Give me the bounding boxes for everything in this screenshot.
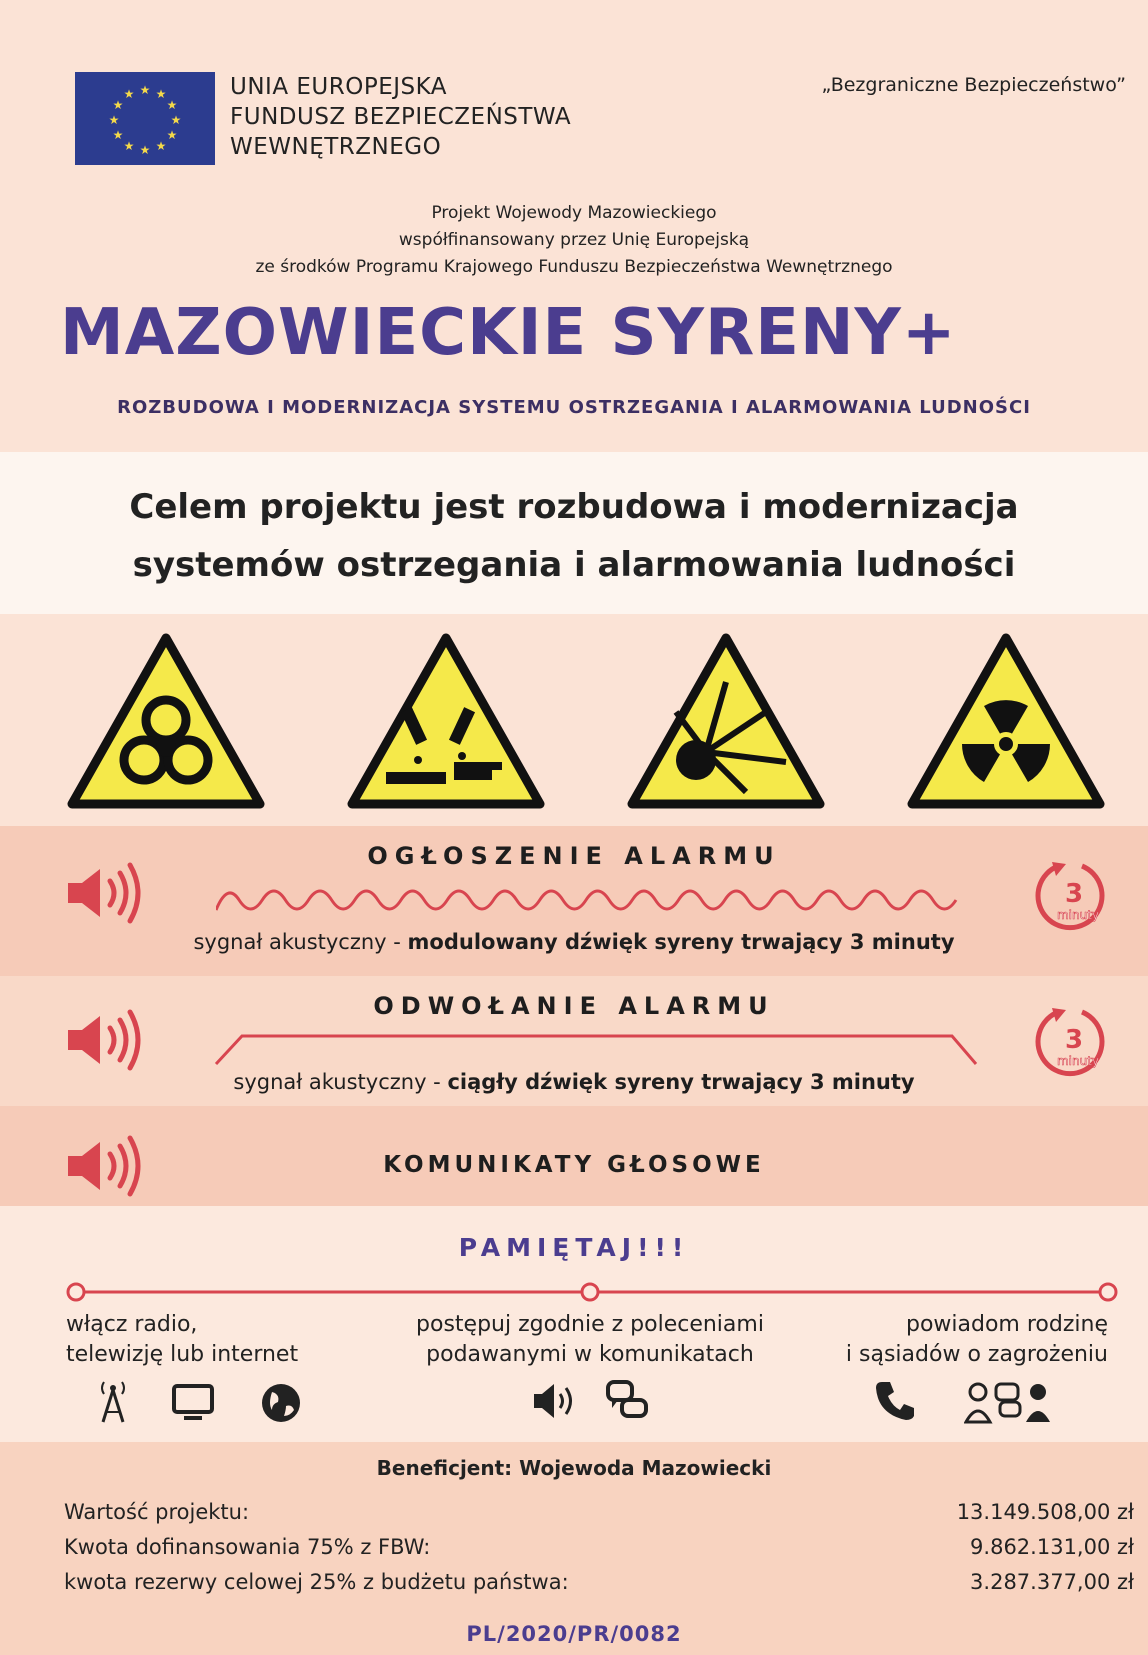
signal-prefix: sygnał akustyczny -: [233, 1070, 448, 1094]
announce-description: [0, 930, 1148, 954]
tip-notify-line-1: powiadom rodzinę: [906, 1312, 1108, 1337]
eu-fund-name: [230, 72, 571, 162]
finance-row: [64, 1570, 1134, 1594]
continuous-tone-line: [212, 1030, 982, 1070]
remember-timeline: [64, 1280, 1120, 1304]
radio-tower-icon: [90, 1378, 136, 1424]
eu-flag-logo: [75, 72, 215, 165]
project-line-1: Projekt Wojewody Mazowieckiego: [431, 203, 717, 223]
chat-icon: [604, 1378, 650, 1424]
svg-text:★: ★: [139, 143, 151, 157]
plus-sign: +: [901, 296, 957, 370]
svg-text:★: ★: [155, 139, 167, 153]
finance-label: Kwota dofinansowania 75% z FBW:: [64, 1535, 431, 1559]
project-line-3: ze środków Programu Krajowego Funduszu Bezpieczeństwa Wewnętrznego: [255, 257, 893, 277]
signal-desc: ciągły dźwięk syreny trwający 3 minuty: [447, 1070, 915, 1094]
signal-prefix: sygnał akustyczny -: [193, 930, 408, 954]
svg-text:★: ★: [112, 98, 124, 112]
tip-follow-line-1: postępuj zgodnie z poleceniami: [416, 1312, 764, 1337]
speaker-icon: [64, 853, 144, 933]
svg-text:★: ★: [123, 139, 135, 153]
tip-media-line-2: telewizję lub internet: [66, 1342, 299, 1367]
announce-alarm-title: OGŁOSZENIE ALARMU: [367, 842, 781, 870]
motto: „Bezgraniczne Bezpieczeństwo”: [821, 74, 1126, 96]
timer-3-minutes-icon: [1030, 856, 1110, 936]
svg-text:★: ★: [139, 83, 151, 97]
goal-line-2: systemów ostrzegania i alarmowania ludności: [132, 545, 1016, 585]
tv-icon: [170, 1380, 216, 1426]
signal-desc: modulowany dźwięk syreny trwający 3 minuty: [407, 930, 955, 954]
project-line-2: współfinansowany przez Unię Europejską: [398, 230, 750, 250]
finance-row: [64, 1535, 1134, 1559]
main-title: [60, 296, 1130, 370]
svg-text:★: ★: [170, 113, 182, 127]
timer-unit: minuty: [1056, 1054, 1100, 1068]
project-code: PL/2020/PR/0082: [466, 1622, 682, 1646]
svg-text:★: ★: [166, 98, 178, 112]
tip-media: [66, 1310, 298, 1370]
modulated-wave: [216, 880, 976, 920]
speaker-icon: [64, 1000, 144, 1080]
goal-line-1: Celem projektu jest rozbudowa i modernizacja: [129, 487, 1019, 527]
voice-messages-title: KOMUNIKATY GŁOSOWE: [383, 1152, 765, 1178]
cancel-description: [0, 1070, 1148, 1094]
phone-icon: [872, 1378, 918, 1424]
timer-number: 3: [1064, 879, 1084, 909]
timer-number: 3: [1064, 1025, 1084, 1055]
project-info: [0, 200, 1148, 281]
finance-label: Wartość projektu:: [64, 1500, 250, 1524]
eu-line-1: UNIA EUROPEJSKA: [230, 74, 448, 100]
people-chat-icon: [964, 1380, 1054, 1426]
svg-text:★: ★: [108, 113, 120, 127]
corrosive-icon: [346, 632, 546, 810]
finance-value: 3.287.377,00 zł: [970, 1570, 1134, 1594]
subtitle: ROZBUDOWA I MODERNIZACJA SYSTEMU OSTRZEGANIA I ALARMOWANIA LUDNOŚCI: [117, 397, 1031, 418]
finance-value: 13.149.508,00 zł: [956, 1500, 1134, 1524]
finance-row: [64, 1500, 1134, 1524]
tip-notify-line-2: i sąsiadów o zagrożeniu: [845, 1342, 1108, 1367]
eu-line-3: WEWNĘTRZNEGO: [230, 134, 442, 160]
svg-text:★: ★: [112, 128, 124, 142]
beneficiary: Beneficjent: Wojewoda Mazowiecki: [376, 1456, 772, 1480]
eu-line-2: FUNDUSZ BEZPIECZEŃSTWA: [230, 104, 572, 130]
goal-statement: [0, 478, 1148, 594]
speaker-small-icon: [532, 1378, 578, 1424]
remember-title: PAMIĘTAJ!!!: [458, 1233, 690, 1262]
finance-value: 9.862.131,00 zł: [970, 1535, 1134, 1559]
cancel-alarm-title: ODWOŁANIE ALARMU: [373, 992, 775, 1020]
radiation-icon: [906, 632, 1106, 810]
biohazard-icon: [66, 632, 266, 810]
finance-label: kwota rezerwy celowej 25% z budżetu państwa:: [64, 1570, 569, 1594]
tip-follow-line-2: podawanymi w komunikatach: [426, 1342, 754, 1367]
tip-media-line-1: włącz radio,: [66, 1312, 198, 1337]
svg-text:★: ★: [155, 87, 167, 101]
tip-notify: [846, 1310, 1108, 1370]
timer-unit: minuty: [1056, 908, 1100, 922]
svg-text:★: ★: [166, 128, 178, 142]
main-title-text: MAZOWIECKIE SYRENY: [60, 296, 902, 370]
globe-icon: [258, 1380, 304, 1426]
explosive-icon: [626, 632, 826, 810]
tip-follow-instructions: [380, 1310, 800, 1370]
svg-text:★: ★: [123, 87, 135, 101]
